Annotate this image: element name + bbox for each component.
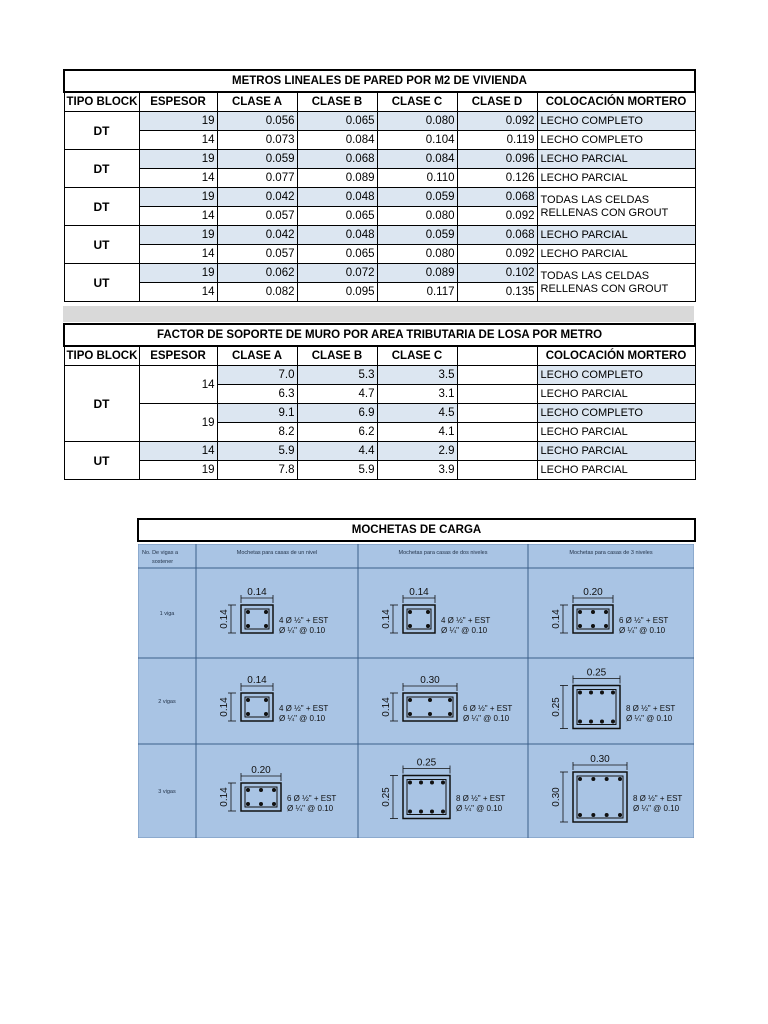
reinforcement-label: 6 Ø ½" + EST [287,794,337,803]
width-label: 0.25 [586,667,607,679]
rebar-dot [264,624,268,628]
rebar-dot [272,788,276,792]
clase-c-cell: 3.9 [377,461,457,480]
rebar-dot [589,691,593,695]
espesor-cell: 14 [139,366,217,404]
mortero-cell: LECHO PARCIAL [537,226,695,245]
clase-c-cell: 4.1 [377,423,457,442]
header-text: Mochetas para casas de 3 niveles [569,550,653,556]
mortero-cell: LECHO PARCIAL [537,169,695,188]
rebar-dot [448,698,452,702]
t1-header-espesor: ESPESOR [139,92,217,112]
rebar-dot [419,781,423,785]
clase-d-cell: 0.092 [457,112,537,131]
rebar-dot [408,781,412,785]
mortero-cell: LECHO PARCIAL [537,245,695,264]
empty-cell [457,423,537,442]
table-row [64,245,695,264]
empty-cell [457,461,537,480]
clase-b-cell: 0.065 [297,245,377,264]
width-label: 0.20 [251,765,271,776]
rebar-dot [246,712,250,716]
t2-header-clase-b: CLASE B [297,346,377,366]
rebar-dot [591,610,595,614]
empty-cell [457,366,537,385]
rebar-dot [259,788,263,792]
tipo-block-cell: UT [64,264,139,302]
clase-a-cell: 0.082 [217,283,297,302]
width-label: 0.14 [247,675,267,686]
empty-cell [457,442,537,461]
height-label: 0.14 [219,697,230,717]
tipo-block-cell: UT [64,226,139,264]
mortero-cell: LECHO PARCIAL [537,423,695,442]
t1-header-clase-a: CLASE A [217,92,297,112]
clase-b-cell: 0.084 [297,131,377,150]
clase-d-cell: 0.102 [457,264,537,283]
height-label: 0.14 [219,609,230,629]
clase-b-cell: 5.9 [297,461,377,480]
tipo-block-cell: DT [64,112,139,150]
table-row [64,112,695,131]
t1-header-clase-d: CLASE D [457,92,537,112]
width-label: 0.30 [420,675,440,686]
height-label: 0.14 [551,609,562,629]
clase-a-cell: 0.056 [217,112,297,131]
reinforcement-label: 8 Ø ½" + EST [626,704,676,713]
table-row [64,169,695,188]
clase-a-cell: 7.8 [217,461,297,480]
rebar-dot [604,624,608,628]
rebar-dot [578,691,582,695]
t2-header-espesor: ESPESOR [139,346,217,366]
stirrup-label: Ø ¼" @ 0.10 [619,626,666,635]
table-row [64,150,695,169]
table-row [64,442,695,461]
rebar-dot [408,624,412,628]
rebar-dot [605,813,609,817]
height-label: 0.14 [219,787,230,807]
mochetas-diagram [138,544,694,838]
espesor-cell: 14 [139,207,217,226]
stirrup-label: Ø ¼" @ 0.10 [441,626,488,635]
stirrup-label: Ø ¼" @ 0.10 [279,714,326,723]
rebar-dot [604,610,608,614]
clase-b-cell: 0.095 [297,283,377,302]
rebar-dot [264,698,268,702]
clase-a-cell: 0.059 [217,150,297,169]
clase-b-cell: 6.2 [297,423,377,442]
clase-a-cell: 6.3 [217,385,297,404]
clase-b-cell: 0.048 [297,188,377,207]
tipo-block-cell: DT [64,366,139,442]
clase-d-cell: 0.092 [457,245,537,264]
rebar-dot [264,610,268,614]
tipo-block-cell: UT [64,442,139,480]
mortero-cell: LECHO PARCIAL [537,442,695,461]
table2-title: FACTOR DE SOPORTE DE MURO POR AREA TRIBUTARIA DE LOSA POR METRO [64,324,695,346]
clase-b-cell: 4.4 [297,442,377,461]
t1-header-mortero: COLOCACIÓN MORTERO [537,92,695,112]
t1-header-clase-c: CLASE C [377,92,457,112]
clase-c-cell: 4.5 [377,404,457,423]
t2-header-clase-c: CLASE C [377,346,457,366]
width-label: 0.14 [247,587,267,598]
espesor-cell: 14 [139,169,217,188]
tipo-block-cell: DT [64,150,139,188]
clase-a-cell: 0.057 [217,207,297,226]
clase-b-cell: 0.089 [297,169,377,188]
clase-d-cell: 0.096 [457,150,537,169]
clase-c-cell: 0.059 [377,226,457,245]
mortero-cell: TODAS LAS CELDAS RELLENAS CON GROUT [537,188,695,226]
rebar-dot [408,810,412,814]
mortero-cell: LECHO COMPLETO [537,366,695,385]
clase-d-cell: 0.092 [457,207,537,226]
reinforcement-label: 4 Ø ½" + EST [441,616,491,625]
width-label: 0.20 [583,587,603,598]
t2-header-mortero: COLOCACIÓN MORTERO [537,346,695,366]
clase-c-cell: 0.110 [377,169,457,188]
clase-d-cell: 0.126 [457,169,537,188]
stirrup-label: Ø ¼" @ 0.10 [287,804,334,813]
table-row [64,461,695,480]
stirrup-label: Ø ¼" @ 0.10 [463,714,510,723]
espesor-cell: 19 [139,461,217,480]
t2-header-blank [457,346,537,366]
table-row [64,264,695,283]
clase-a-cell: 7.0 [217,366,297,385]
clase-a-cell: 0.062 [217,264,297,283]
height-label: 0.14 [381,697,392,717]
header-text: Mochetas para casas de dos niveles [398,550,488,556]
rebar-dot [441,810,445,814]
width-label: 0.14 [409,587,429,598]
rebar-dot [611,691,615,695]
espesor-cell: 19 [139,112,217,131]
clase-d-cell: 0.119 [457,131,537,150]
clase-b-cell: 0.065 [297,207,377,226]
rebar-dot [408,712,412,716]
espesor-cell: 14 [139,442,217,461]
rebar-dot [600,691,604,695]
clase-d-cell: 0.068 [457,188,537,207]
clase-c-cell: 2.9 [377,442,457,461]
reinforcement-label: 6 Ø ½" + EST [463,704,513,713]
rebar-dot [246,610,250,614]
stirrup-label: Ø ¼" @ 0.10 [633,804,680,813]
t2-header-tipo-block: TIPO BLOCK [64,346,139,366]
clase-c-cell: 0.080 [377,112,457,131]
rebar-dot [246,802,250,806]
clase-c-cell: 0.080 [377,245,457,264]
mortero-cell: LECHO COMPLETO [537,404,695,423]
rebar-dot [246,624,250,628]
rebar-dot [426,610,430,614]
mortero-cell: LECHO PARCIAL [537,385,695,404]
stirrup-label: Ø ¼" @ 0.10 [626,714,673,723]
rebar-dot [430,781,434,785]
rebar-dot [259,802,263,806]
clase-a-cell: 0.042 [217,226,297,245]
rebar-dot [426,624,430,628]
height-label: 0.14 [381,609,392,629]
row-label: 1 viga [159,611,175,617]
rebar-dot [264,712,268,716]
clase-c-cell: 0.104 [377,131,457,150]
rebar-dot [246,698,250,702]
t2-header-clase-a: CLASE A [217,346,297,366]
height-label: 0.30 [551,787,562,807]
table-row [64,188,695,207]
table1-title: METROS LINEALES DE PARED POR M2 DE VIVIENDA [64,70,695,92]
mochetas-title: MOCHETAS DE CARGA [137,518,696,542]
reinforcement-label: 6 Ø ½" + EST [619,616,669,625]
clase-b-cell: 0.065 [297,112,377,131]
clase-b-cell: 5.3 [297,366,377,385]
rebar-dot [600,720,604,724]
espesor-cell: 14 [139,283,217,302]
row-label: 3 vigas [158,789,176,795]
rebar-dot [618,777,622,781]
rebar-dot [428,712,432,716]
clase-a-cell: 9.1 [217,404,297,423]
espesor-cell: 19 [139,150,217,169]
reinforcement-label: 4 Ø ½" + EST [279,616,329,625]
espesor-cell: 14 [139,131,217,150]
header-text: No. De vigas a [142,550,179,556]
reinforcement-label: 8 Ø ½" + EST [633,794,683,803]
height-label: 0.25 [381,787,392,807]
rebar-dot [272,802,276,806]
row-label: 2 vigas [158,699,176,705]
clase-a-cell: 0.042 [217,188,297,207]
clase-b-cell: 4.7 [297,385,377,404]
rebar-dot [408,610,412,614]
mortero-cell: LECHO COMPLETO [537,112,695,131]
clase-c-cell: 0.117 [377,283,457,302]
mortero-cell: LECHO PARCIAL [537,461,695,480]
rebar-dot [578,624,582,628]
reinforcement-label: 8 Ø ½" + EST [456,794,506,803]
clase-c-cell: 3.1 [377,385,457,404]
metros-lineales-table [63,69,696,302]
espesor-cell: 19 [139,404,217,442]
table-row [64,404,695,423]
clase-c-cell: 3.5 [377,366,457,385]
rebar-dot [578,720,582,724]
clase-b-cell: 0.068 [297,150,377,169]
espesor-cell: 19 [139,264,217,283]
clase-d-cell: 0.135 [457,283,537,302]
table-row [64,366,695,385]
rebar-dot [448,712,452,716]
rebar-dot [591,777,595,781]
rebar-dot [408,698,412,702]
rebar-dot [428,698,432,702]
clase-c-cell: 0.089 [377,264,457,283]
rebar-dot [605,777,609,781]
section-separator [63,306,694,322]
width-label: 0.30 [590,754,610,765]
header-text: Mochetas para casas de un nivel [236,550,318,556]
mortero-cell: LECHO PARCIAL [537,150,695,169]
width-label: 0.25 [416,757,437,769]
rebar-dot [578,813,582,817]
rebar-dot [591,624,595,628]
reinforcement-label: 4 Ø ½" + EST [279,704,329,713]
clase-a-cell: 0.073 [217,131,297,150]
mortero-cell: LECHO COMPLETO [537,131,695,150]
espesor-cell: 14 [139,245,217,264]
rebar-dot [246,788,250,792]
rebar-dot [618,813,622,817]
rebar-dot [578,777,582,781]
factor-soporte-table [63,323,696,480]
rebar-dot [430,810,434,814]
table-row [64,131,695,150]
empty-cell [457,404,537,423]
t1-header-clase-b: CLASE B [297,92,377,112]
clase-c-cell: 0.084 [377,150,457,169]
tipo-block-cell: DT [64,188,139,226]
clase-d-cell: 0.068 [457,226,537,245]
t1-header-tipo-block: TIPO BLOCK [64,92,139,112]
header-text: sostener [152,559,174,565]
empty-cell [457,385,537,404]
stirrup-label: Ø ¼" @ 0.10 [279,626,326,635]
clase-a-cell: 0.057 [217,245,297,264]
height-label: 0.25 [551,697,562,717]
espesor-cell: 19 [139,226,217,245]
stirrup-label: Ø ¼" @ 0.10 [456,804,503,813]
table-row [64,226,695,245]
rebar-dot [611,720,615,724]
clase-c-cell: 0.080 [377,207,457,226]
rebar-dot [591,813,595,817]
clase-c-cell: 0.059 [377,188,457,207]
clase-a-cell: 0.077 [217,169,297,188]
clase-a-cell: 8.2 [217,423,297,442]
clase-b-cell: 0.048 [297,226,377,245]
clase-b-cell: 0.072 [297,264,377,283]
clase-b-cell: 6.9 [297,404,377,423]
rebar-dot [419,810,423,814]
mortero-cell: TODAS LAS CELDAS RELLENAS CON GROUT [537,264,695,302]
rebar-dot [441,781,445,785]
espesor-cell: 19 [139,188,217,207]
rebar-dot [589,720,593,724]
rebar-dot [578,610,582,614]
clase-a-cell: 5.9 [217,442,297,461]
